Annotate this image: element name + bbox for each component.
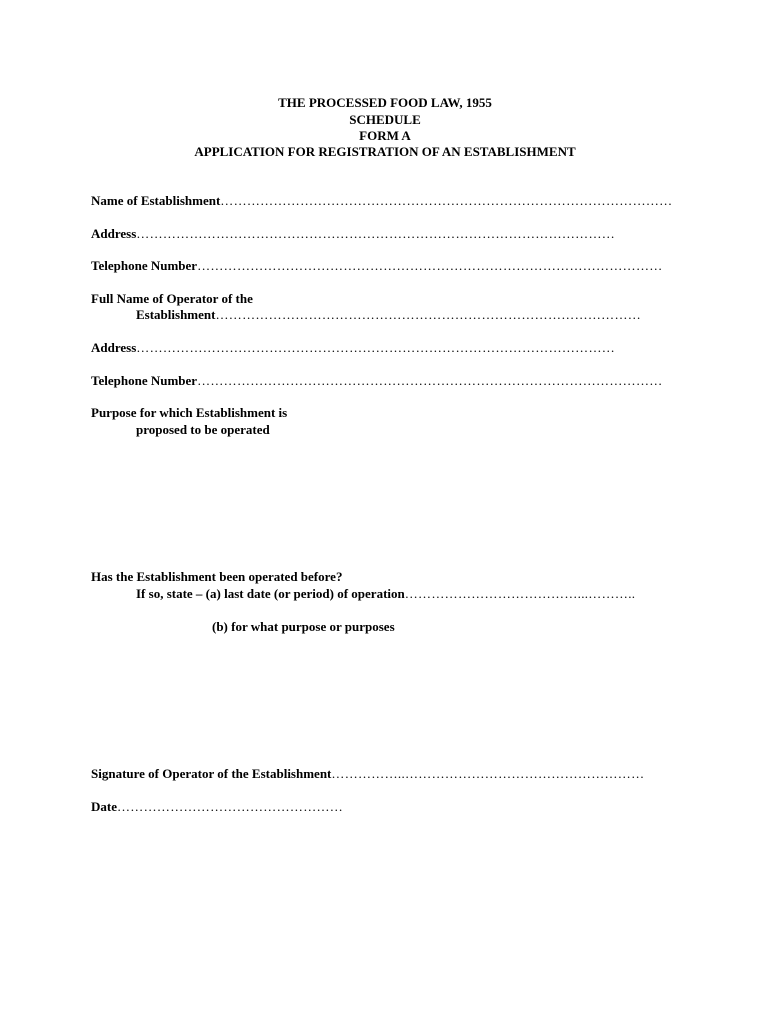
name-of-establishment-field[interactable] [91, 193, 672, 209]
signature-dots: ……………..……………………………………………… [331, 766, 645, 781]
signature-field[interactable] [91, 766, 644, 782]
date-dots: …………………………………………… [117, 799, 344, 814]
operator-telephone-field[interactable] [91, 373, 663, 389]
name-of-establishment-dots: ………………………………………………………………………………………… [220, 193, 673, 208]
establishment-address-field[interactable] [91, 226, 615, 242]
establishment-telephone-field[interactable] [91, 258, 663, 274]
last-operation-date-dots: …………………………………...……….. [404, 586, 636, 601]
last-operation-date-label: If so, state – (a) last date (or period) of operation [136, 586, 405, 601]
operator-address-dots: ……………………………………………………………………………………………… [136, 340, 616, 355]
last-operation-date-field[interactable] [136, 586, 635, 602]
previous-purpose-label: (b) for what purpose or purposes [212, 619, 395, 634]
purpose-label-line2: proposed to be operated [136, 422, 270, 437]
form-heading: FORM A [359, 128, 411, 143]
law-title: THE PROCESSED FOOD LAW, 1955 [278, 95, 492, 110]
application-title: APPLICATION FOR REGISTRATION OF AN ESTABLISHMENT [194, 144, 576, 159]
operator-telephone-label: Telephone Number [91, 373, 198, 388]
operated-before-question: Has the Establishment been operated before? [91, 569, 343, 584]
purpose-answer-area[interactable] [91, 442, 681, 562]
operator-address-label: Address [91, 340, 137, 355]
date-field[interactable] [91, 799, 343, 815]
schedule-heading: SCHEDULE [349, 112, 421, 127]
establishment-address-dots: ……………………………………………………………………………………………… [136, 226, 616, 241]
operator-telephone-dots: …………………………………………………………………………………………… [197, 373, 663, 388]
name-of-establishment-label: Name of Establishment [91, 193, 221, 208]
signature-label: Signature of Operator of the Establishment [91, 766, 332, 781]
operator-name-label-line2: Establishment [136, 307, 216, 322]
operator-name-field[interactable] [136, 307, 641, 323]
date-label: Date [91, 799, 117, 814]
establishment-address-label: Address [91, 226, 137, 241]
establishment-telephone-dots: …………………………………………………………………………………………… [197, 258, 663, 273]
establishment-telephone-label: Telephone Number [91, 258, 198, 273]
operator-address-field[interactable] [91, 340, 615, 356]
previous-purpose-answer-area[interactable] [91, 640, 681, 755]
operator-name-dots: …………………………………………………………………………………… [215, 307, 642, 322]
operator-name-label-line1: Full Name of Operator of the [91, 291, 253, 306]
purpose-label-line1: Purpose for which Establishment is [91, 405, 288, 420]
